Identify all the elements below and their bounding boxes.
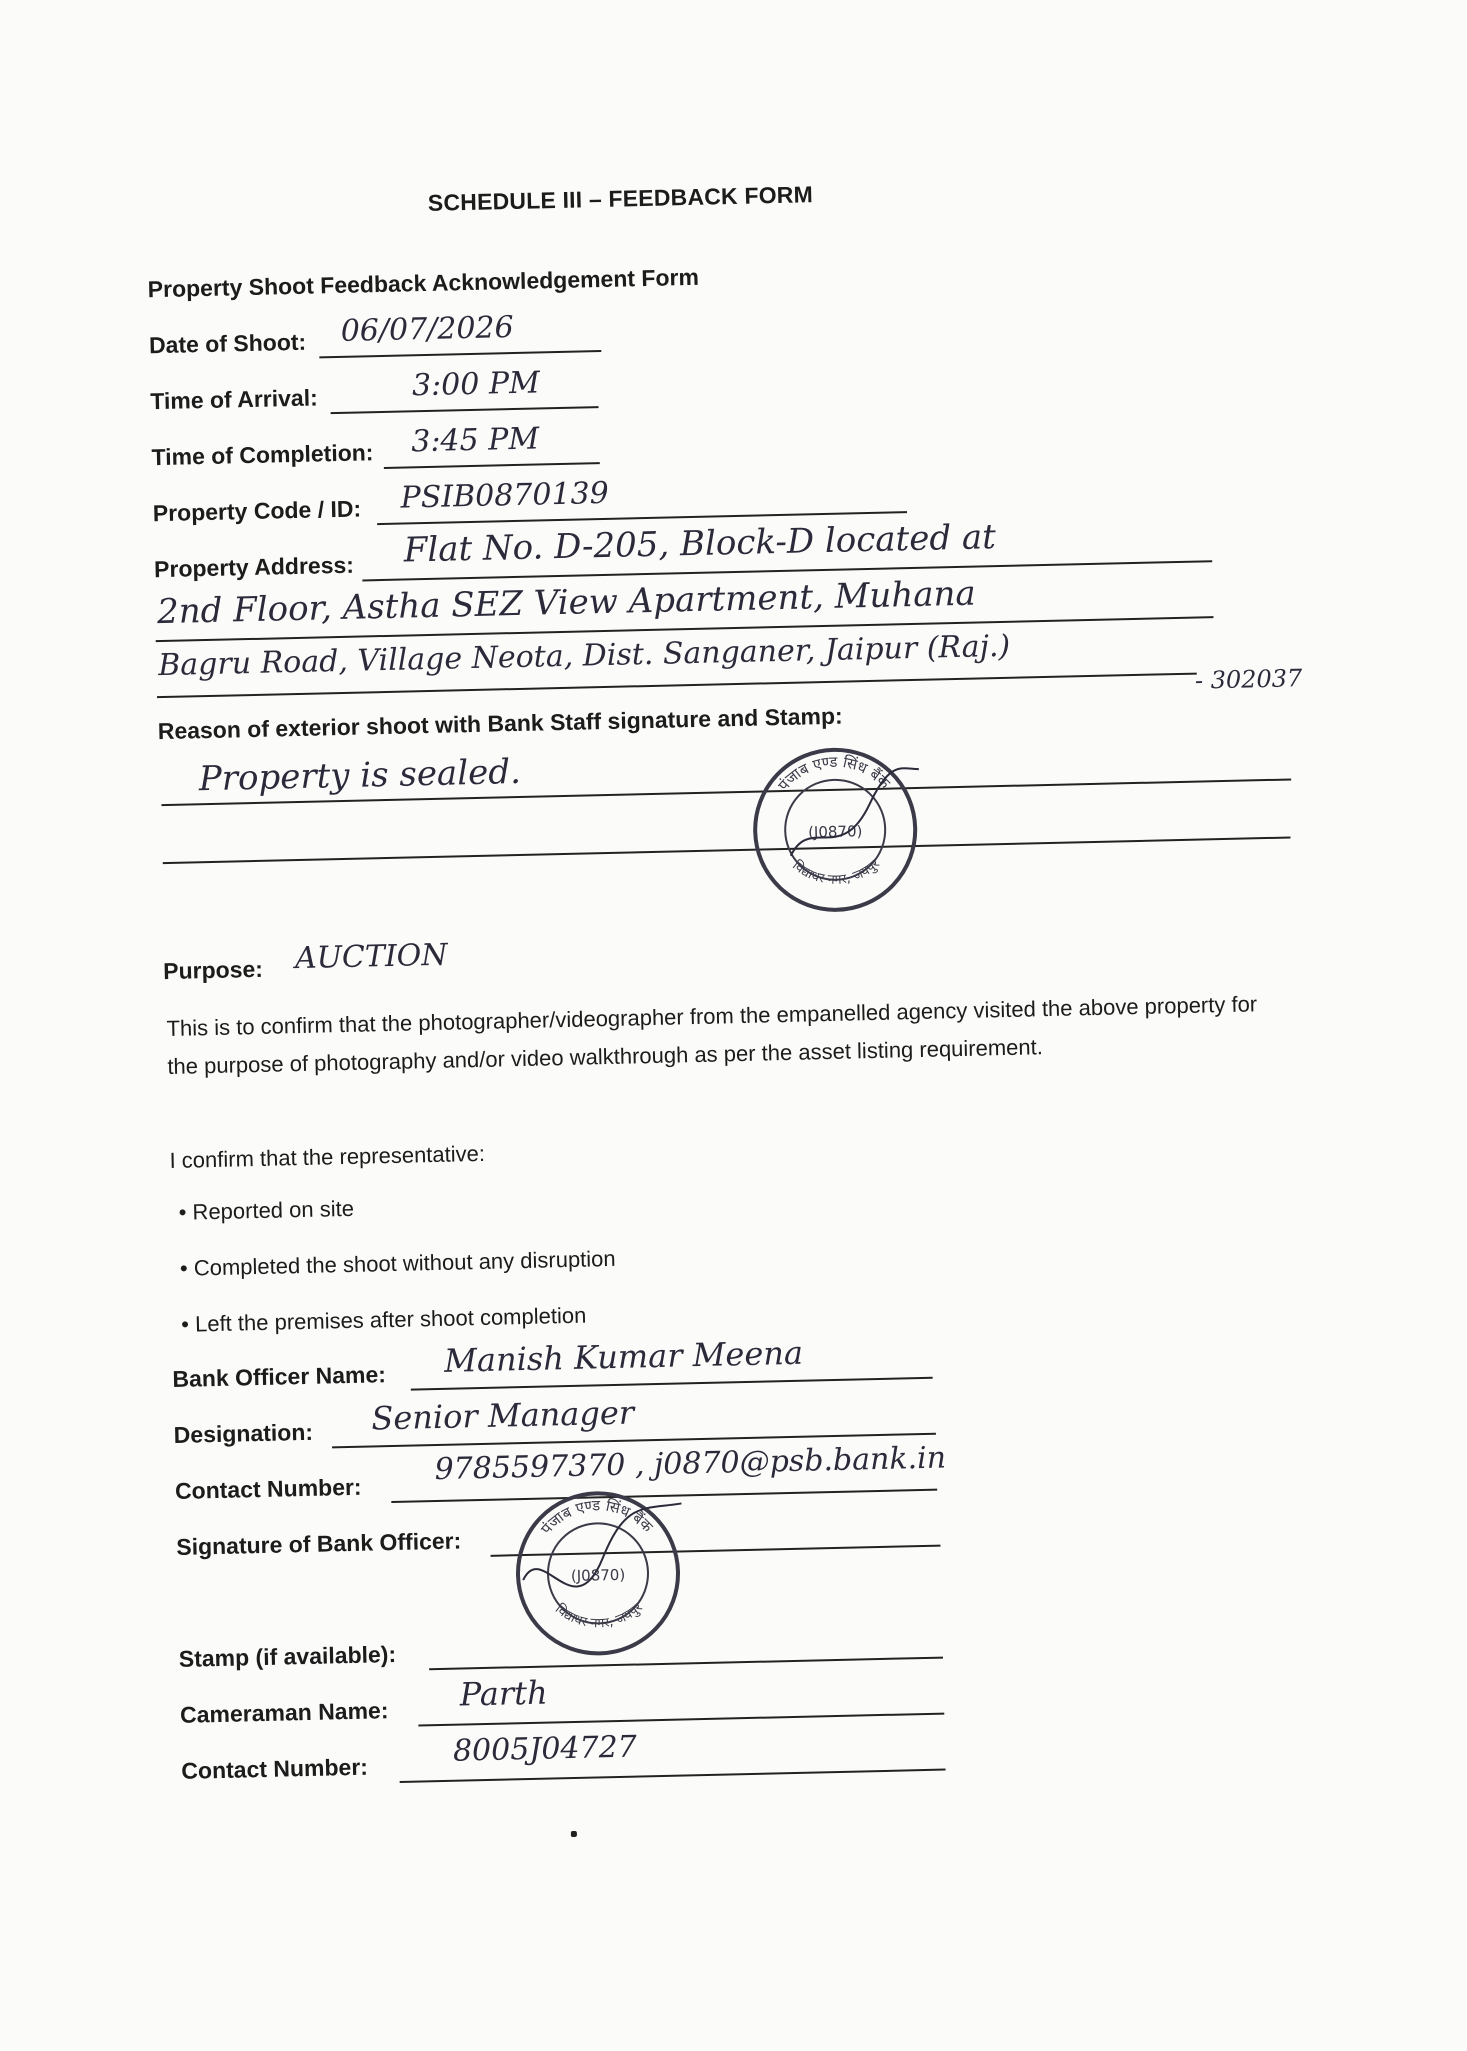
property-address-label: Property Address: <box>153 551 355 583</box>
confirmation-paragraph: This is to confirm that the photographer/videographer from the empanelled agency visited the above property for the purpose of photography and/or video walkthrough as per the asset listing requirement. <box>166 991 1258 1080</box>
property-address-line1: Flat No. D-205, Block-D located at <box>403 517 997 571</box>
property-address-line2: 2nd Floor, Astha SEZ View Apartment, Muhana <box>156 573 977 633</box>
bank-officer-contact-value: 9785597370 , j0870@psb.bank.in <box>434 1440 947 1488</box>
stamp-label: Stamp (if available): <box>178 1640 397 1672</box>
form-title: SCHEDULE III – FEEDBACK FORM <box>427 181 814 216</box>
property-address-line3: Bagru Road, Village Neota, Dist. Sanganer, Jaipur (Raj.) <box>157 628 1011 684</box>
time-of-arrival-label: Time of Arrival: <box>149 384 318 415</box>
designation-label: Designation: <box>173 1418 314 1448</box>
time-of-arrival-value: 3:00 PM <box>411 365 541 404</box>
cameraman-contact-value: 8005J04727 <box>452 1729 638 1769</box>
stamp-top-text: पंजाब एण्ड सिंध बैंक <box>537 1496 657 1538</box>
date-of-shoot-label: Date of Shoot: <box>148 328 307 359</box>
svg-text:पंजाब एण्ड सिंध बैंक <box>774 751 895 795</box>
property-code-label: Property Code / ID: <box>152 495 362 527</box>
svg-text:पंजाब एण्ड सिंध बैंक <box>536 1495 657 1539</box>
bank-officer-name-value: Manish Kumar Meena <box>443 1333 804 1380</box>
date-of-shoot-value: 06/07/2026 <box>340 309 515 349</box>
stamp-bottom-text: विद्याधर नगर, जयपुर <box>789 856 883 888</box>
bank-stamp-signature <box>511 1486 685 1660</box>
bank-stamp-reason <box>748 743 922 917</box>
bullet-item: • Left the premises after shoot completion <box>180 1302 587 1337</box>
contact-number-label: Contact Number: <box>174 1473 362 1504</box>
cameraman-name-value: Parth <box>459 1673 549 1714</box>
confirmation-intro: I confirm that the representative: <box>169 1140 486 1174</box>
form-subtitle: Property Shoot Feedback Acknowledgement Form <box>147 263 700 303</box>
property-code-value: PSIB0870139 <box>400 475 610 516</box>
svg-text:विद्याधर नगर, जयपुर <box>552 1599 647 1632</box>
bullet-item: • Completed the shoot without any disruption <box>179 1245 616 1281</box>
scan-speck <box>571 1831 577 1837</box>
property-address-pincode: - 302037 <box>1194 664 1303 695</box>
cameraman-name-label: Cameraman Name: <box>179 1697 389 1728</box>
time-of-completion-value: 3:45 PM <box>410 421 540 460</box>
bullet-item: • Reported on site <box>178 1195 355 1225</box>
stamp-top-text: पंजाब एण्ड सिंध बैंक <box>774 752 894 795</box>
time-of-completion-label: Time of Completion: <box>151 439 374 471</box>
reason-label: Reason of exterior shoot with Bank Staff signature and Stamp: <box>157 702 843 745</box>
svg-text:विद्याधर नगर, जयपुर <box>789 856 884 889</box>
stamp-bottom-text: विद्याधर नगर, जयपुर <box>552 1600 646 1632</box>
signature-label: Signature of Bank Officer: <box>175 1527 462 1560</box>
designation-value: Senior Manager <box>370 1393 635 1438</box>
reason-value: Property is sealed. <box>198 751 522 800</box>
bank-officer-name-label: Bank Officer Name: <box>172 1361 387 1392</box>
cameraman-contact-label: Contact Number: <box>181 1753 369 1784</box>
purpose-value: AUCTION <box>294 937 448 977</box>
stamp-code-text: (J0870) <box>570 1565 626 1586</box>
purpose-label: Purpose: <box>162 955 264 985</box>
stamp-code-text: (J0870) <box>807 822 863 842</box>
